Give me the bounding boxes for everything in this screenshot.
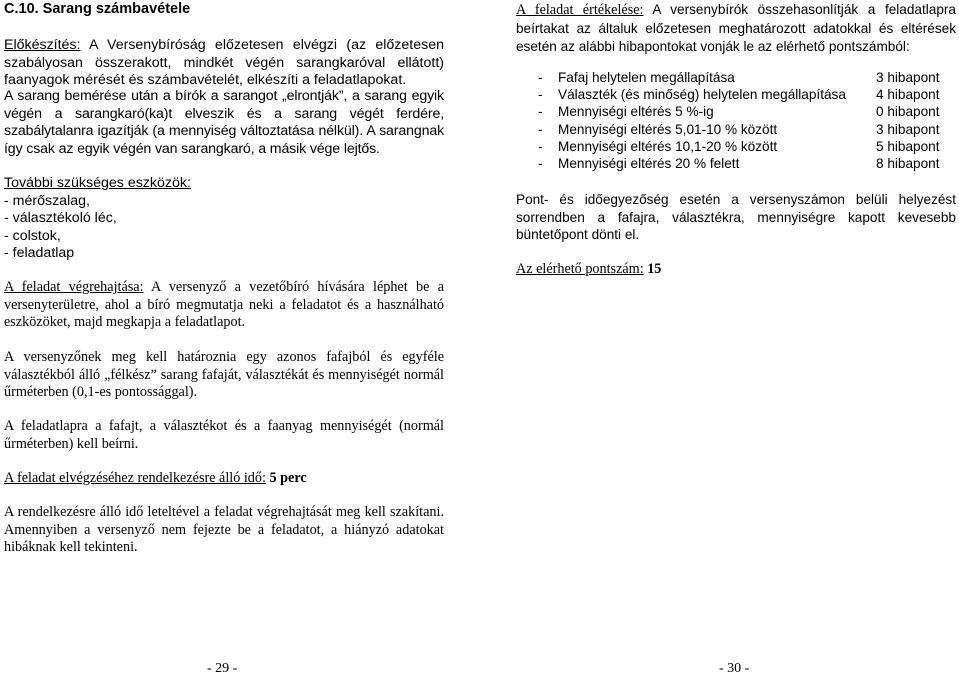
list-item: - colstok, — [4, 227, 61, 244]
prep-label: Előkészítés: — [4, 37, 81, 53]
exec-text: A versenyző a vezetőbíró hívására léphet be a versenyterületre, ahol a bíró megmutatja neki a feladatot és a használható eszközöket, majd megkapja a feladatlapot. — [4, 279, 444, 330]
time-paragraph — [4, 470, 444, 488]
fill-paragraph: A feladatlapra a fafajt, a választékot és a faanyag mennyiségét (normál űrméterben) kell beírni. — [4, 418, 444, 452]
measure-text-b: A sarangnak így csak az egyik végén van sarangkaró, a másik vége lejtős. — [4, 123, 445, 157]
tie-paragraph: Pont- és időegyezőség esetén a versenyszámon belüli helyezést sorrendben a fafajra, választékra, mennyiségre kapott kevesebb büntetőpont dönti el. — [516, 192, 956, 242]
eval-text: A versenybírók összehasonlítják a feladatlapra beírtakat az általuk előzetesen meghatározott adatokkal és eltérések esetén az alábbi hibapontokat vonják le az elérhető pontszámból: — [516, 2, 956, 54]
table-row: - Mennyiségi eltérés 10,1-20 % között 5 hibapont — [538, 138, 940, 154]
tools-label: További szükséges eszközök: — [4, 175, 191, 191]
tools-block — [4, 175, 444, 263]
after-paragraph: A rendelkezésre álló idő leteltével a feladat végrehajtását meg kell szakítani. Amennyiben a versenyző nem fejezte be a feladatot, a hiányzó adatokat hibáknak kell tekinteni. — [4, 504, 444, 555]
table-row: - Fafaj helytelen megállapítása 3 hibapont — [538, 70, 940, 85]
page-number-left: - 29 - — [207, 661, 238, 676]
table-row: - Választék (és minőség) helytelen megállapítása 4 hibapont — [538, 87, 940, 103]
exec-label: A feladat végrehajtása: — [4, 279, 144, 295]
prep-text: A Versenybíróság előzetesen elvégzi (az előzetesen szabályosan összerakott, mindkét végén sarangkaróval ellátott) faanyagok mérését és számbavételét, elkészíti a feladatlapokat. — [4, 37, 444, 88]
list-item: - feladatlap — [4, 245, 75, 261]
max-points-paragraph — [516, 261, 956, 279]
measure-text-a: A sarang bemérése után a bírók a sarangot „elrontják”, a sarang egyik végén a sarangkaró(ka)t elveszik és a sarang végét ferdére, szabálytalanra igazítják (a mennyiség változtatása nélkül). — [4, 88, 444, 139]
error-points-table — [516, 69, 940, 172]
time-value: 5 perc — [265, 470, 307, 486]
list-item: - választékoló léc, — [4, 210, 117, 226]
prep-paragraph — [4, 37, 444, 90]
section-heading: C.10. Sarang számbavétele — [4, 1, 191, 17]
page-number-right: - 30 - — [719, 661, 750, 676]
time-label: A feladat elvégzéséhez rendelkezésre álló idő: — [4, 470, 266, 486]
task-paragraph: A versenyzőnek meg kell határoznia egy azonos fafajból és egyféle választékból álló „félkész” sarang fafaját, választékát és mennyiségét normál űrméterben (0,1-es pontossággal). — [4, 349, 444, 400]
eval-label: A feladat értékelése: — [516, 2, 644, 18]
exec-paragraph — [4, 279, 444, 332]
max-value: 15 — [643, 261, 662, 277]
list-item: - mérőszalag, — [4, 192, 90, 209]
table-row: - Mennyiségi eltérés 5,01-10 % között 3 hibapont — [538, 121, 940, 137]
tools-list — [4, 193, 444, 263]
measure-paragraph — [4, 88, 444, 158]
eval-paragraph — [516, 1, 956, 57]
max-label: Az elérhető pontszám: — [516, 261, 644, 277]
table-row: - Mennyiségi eltérés 20 % felett 8 hibapont — [538, 156, 940, 172]
table-row: - Mennyiségi eltérés 5 %-ig 0 hibapont — [538, 104, 940, 120]
